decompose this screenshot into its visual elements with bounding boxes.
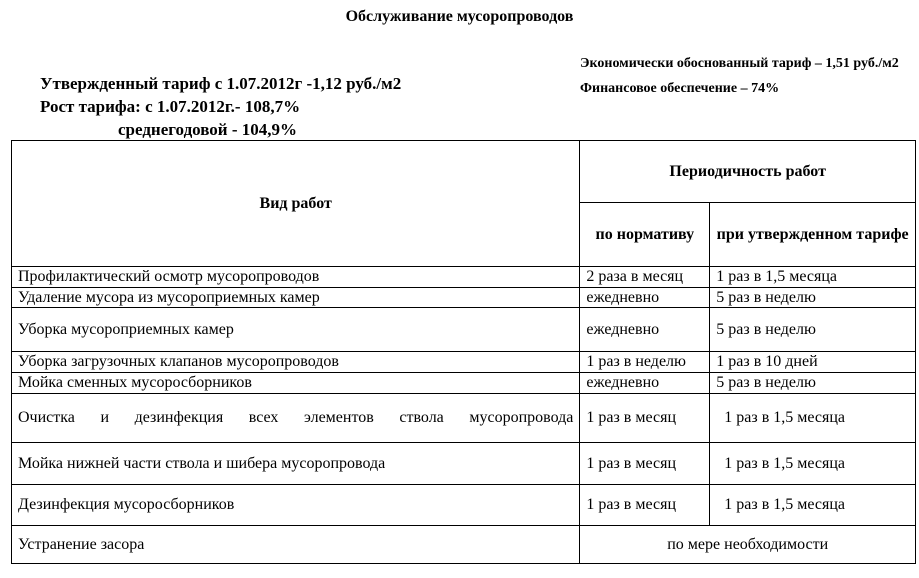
row-norm-value: 1 раз в месяц bbox=[580, 443, 710, 485]
approved-tariff-text: Утвержденный тариф с 1.07.2012г -1,12 руб./м2 bbox=[40, 74, 402, 93]
financial-support-text: Финансовое обеспечение – 74% bbox=[580, 81, 780, 96]
row-norm-value: ежедневно bbox=[580, 308, 710, 352]
row-tariff-value: 1 раз в 1,5 месяца bbox=[710, 267, 916, 288]
table-row bbox=[12, 352, 916, 373]
table-row bbox=[12, 526, 916, 564]
table-row bbox=[12, 394, 916, 443]
row-norm-value: ежедневно bbox=[580, 373, 710, 394]
tariff-info bbox=[40, 72, 401, 141]
row-tariff-value: 1 раз в 1,5 месяца bbox=[710, 485, 916, 526]
table-row bbox=[12, 267, 916, 288]
table-row bbox=[12, 373, 916, 394]
row-tariff-value: 5 раз в неделю bbox=[710, 288, 916, 308]
economic-tariff-text: Экономически обоснованный тариф – 1,51 руб./м2 bbox=[580, 56, 899, 71]
row-tariff-value: 1 раз в 1,5 месяца bbox=[710, 443, 916, 485]
row-work-name: Мойка нижней части ствола и шибера мусоропровода bbox=[12, 443, 580, 485]
row-work-name: Мойка сменных мусоросборников bbox=[12, 373, 580, 394]
row-work-name: Устранение засора bbox=[12, 526, 580, 564]
row-tariff-value: 5 раз в неделю bbox=[710, 308, 916, 352]
header-work-type: Вид работ bbox=[12, 141, 580, 267]
header-by-tariff: при утвержденном тарифе bbox=[710, 203, 916, 267]
table-row bbox=[12, 443, 916, 485]
row-tariff-value: 5 раз в неделю bbox=[710, 373, 916, 394]
works-table bbox=[11, 140, 916, 564]
row-work-name: Дезинфекция мусоросборников bbox=[12, 485, 580, 526]
row-norm-value: 1 раз в месяц bbox=[580, 485, 710, 526]
row-work-name: Профилактический осмотр мусоропроводов bbox=[12, 267, 580, 288]
table-row bbox=[12, 308, 916, 352]
row-norm-value: 1 раз в неделю bbox=[580, 352, 710, 373]
row-norm-value: 2 раза в месяц bbox=[580, 267, 710, 288]
table-header-row bbox=[12, 141, 916, 203]
table-row bbox=[12, 485, 916, 526]
page-title: Обслуживание мусоропроводов bbox=[345, 8, 574, 25]
row-work-name: Уборка загрузочных клапанов мусоропроводов bbox=[12, 352, 580, 373]
row-norm-value: 1 раз в месяц bbox=[580, 394, 710, 443]
economic-info bbox=[580, 54, 900, 98]
row-work-name: Очистка и дезинфекция всех элементов ствола мусоропровода bbox=[12, 394, 580, 443]
row-work-name: Уборка мусороприемных камер bbox=[12, 308, 580, 352]
header-by-norm: по нормативу bbox=[580, 203, 710, 267]
row-work-name: Удаление мусора из мусороприемных камер bbox=[12, 288, 580, 308]
table-row bbox=[12, 288, 916, 308]
row-span-value: по мере необходимости bbox=[580, 526, 916, 564]
row-tariff-value: 1 раз в 1,5 месяца bbox=[710, 394, 916, 443]
row-norm-value: ежедневно bbox=[580, 288, 710, 308]
tariff-growth-text: Рост тарифа: с 1.07.2012г.- 108,7% bbox=[40, 97, 301, 116]
header-periodicity: Периодичность работ bbox=[580, 141, 916, 203]
annual-average-text: среднегодовой - 104,9% bbox=[118, 120, 298, 139]
row-tariff-value: 1 раз в 10 дней bbox=[710, 352, 916, 373]
